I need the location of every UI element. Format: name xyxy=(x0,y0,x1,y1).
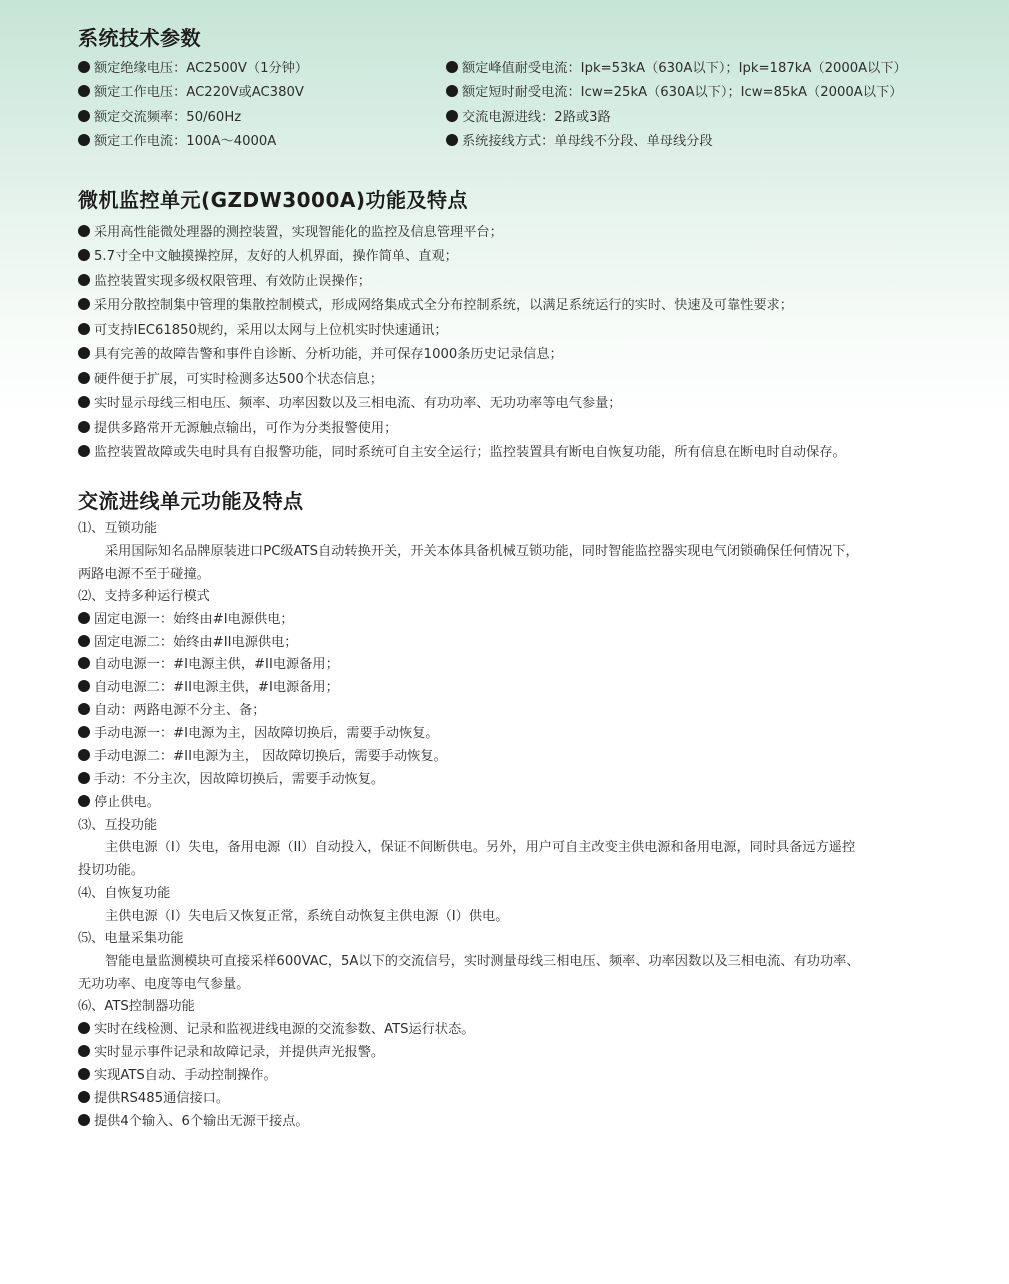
bullet-icon xyxy=(78,421,90,433)
ats-item xyxy=(78,1021,474,1039)
subsection-heading: ⑹、ATS控制器功能 xyxy=(78,999,195,1014)
bullet-icon xyxy=(446,85,458,97)
feature-text: 具有完善的故障告警和事件自诊断、分析功能，并可保存1000条历史记录信息； xyxy=(94,347,563,362)
ats-item xyxy=(78,1067,277,1085)
ats-text: 提供RS485通信接口。 xyxy=(94,1091,230,1106)
param-text: 额定短时耐受电流：Icw=25kA（630A以下）；Icw=85kA（2000A以下） xyxy=(462,85,903,100)
bullet-icon xyxy=(78,612,90,624)
param-item xyxy=(446,60,907,78)
param-text: 额定绝缘电压：AC2500V（1分钟） xyxy=(94,61,309,76)
feature-text: 采用分散控制集中管理的集散控制模式，形成网络集成式全分布控制系统，以满足系统运行的实时、快速及可靠性要求； xyxy=(94,298,793,313)
feature-item xyxy=(78,346,563,364)
mode-item xyxy=(78,656,339,674)
section-title-ac-incoming-unit: 交流进线单元功能及特点 xyxy=(78,489,304,513)
subsection-heading: ⑸、电量采集功能 xyxy=(78,931,184,946)
mode-text: 停止供电。 xyxy=(94,795,160,810)
bullet-icon xyxy=(78,1068,90,1080)
bullet-icon xyxy=(78,1045,90,1057)
bullet-icon xyxy=(78,396,90,408)
feature-item xyxy=(78,273,371,291)
mode-text: 固定电源二：始终由#II电源供电； xyxy=(94,635,298,650)
mode-text: 自动电源二：#II电源主供，#I电源备用； xyxy=(94,680,339,695)
feature-text: 采用高性能微处理器的测控装置，实现智能化的监控及信息管理平台； xyxy=(94,225,503,240)
feature-item xyxy=(78,420,397,438)
bullet-icon xyxy=(446,134,458,146)
bullet-icon xyxy=(78,298,90,310)
bullet-icon xyxy=(78,680,90,692)
bullet-icon xyxy=(78,323,90,335)
mode-text: 自动电源一：#I电源主供，#II电源备用； xyxy=(94,657,339,672)
param-text: 系统接线方式：单母线不分段、单母线分段 xyxy=(462,134,713,149)
feature-text: 监控装置故障或失电时具有自报警功能，同时系统可自主安全运行；监控装置具有断电自恢复功能，所有信息在断电时自动保存。 xyxy=(94,445,846,460)
ats-text: 实时在线检测、记录和监视进线电源的交流参数、ATS运行状态。 xyxy=(94,1022,475,1037)
bullet-icon xyxy=(78,795,90,807)
mode-text: 固定电源一：始终由#I电源供电； xyxy=(94,612,294,627)
feature-item xyxy=(78,248,458,266)
feature-item xyxy=(78,297,793,315)
param-item xyxy=(78,60,308,78)
param-item xyxy=(446,133,713,151)
bullet-icon xyxy=(78,726,90,738)
mode-text: 手动：不分主次，因故障切换后，需要手动恢复。 xyxy=(94,772,385,787)
mode-item xyxy=(78,679,339,697)
bullet-icon xyxy=(78,1022,90,1034)
mode-item xyxy=(78,794,160,812)
bullet-icon xyxy=(78,749,90,761)
feature-text: 提供多路常开无源触点输出，可作为分类报警使用； xyxy=(94,421,398,436)
param-item xyxy=(446,109,611,127)
feature-item xyxy=(78,224,503,242)
bullet-icon xyxy=(78,372,90,384)
feature-text: 可支持IEC61850规约，采用以太网与上位机实时快速通讯； xyxy=(94,323,448,338)
bullet-icon xyxy=(78,347,90,359)
bullet-icon xyxy=(78,134,90,146)
mode-text: 手动电源一：#I电源为主，因故障切换后，需要手动恢复。 xyxy=(94,726,439,741)
bullet-icon xyxy=(78,1114,90,1126)
paragraph-line: 采用国际知名品牌原装进口PC级ATS自动转换开关，开关本体具备机械互锁功能，同时智能监控器实现电气闭锁确保任何情况下， xyxy=(105,544,859,559)
param-item xyxy=(78,109,241,127)
feature-item xyxy=(78,371,383,389)
feature-item xyxy=(78,322,448,340)
param-item xyxy=(78,133,276,151)
subsection-heading: ⑴、互锁功能 xyxy=(78,521,158,536)
section-title-monitor-unit: 微机监控单元(GZDW3000A)功能及特点 xyxy=(78,188,469,212)
bullet-icon xyxy=(78,1091,90,1103)
mode-item xyxy=(78,725,439,743)
feature-text: 5.7寸全中文触摸操控屏，友好的人机界面，操作简单、直观； xyxy=(94,249,458,264)
mode-item xyxy=(78,634,297,652)
mode-item xyxy=(78,771,384,789)
mode-item xyxy=(78,611,294,629)
param-text: 交流电源进线：2路或3路 xyxy=(462,110,611,125)
bullet-icon xyxy=(446,61,458,73)
bullet-icon xyxy=(78,274,90,286)
subsection-heading: ⑵、支持多种运行模式 xyxy=(78,589,210,604)
ats-text: 提供4个输入、6个输出无源干接点。 xyxy=(94,1114,309,1129)
paragraph-line: 主供电源（I）失电后又恢复正常，系统自动恢复主供电源（I）供电。 xyxy=(105,909,509,924)
bullet-icon xyxy=(78,61,90,73)
subsection-heading: ⑶、互投功能 xyxy=(78,818,158,833)
feature-text: 硬件便于扩展，可实时检测多达500个状态信息； xyxy=(94,372,383,387)
param-text: 额定工作电流：100A～4000A xyxy=(94,134,277,149)
bullet-icon xyxy=(78,703,90,715)
param-item xyxy=(78,84,304,102)
bullet-icon xyxy=(78,249,90,261)
param-text: 额定交流频率：50/60Hz xyxy=(94,110,242,125)
feature-item xyxy=(78,395,622,413)
bullet-icon xyxy=(78,772,90,784)
bullet-icon xyxy=(78,85,90,97)
bullet-icon xyxy=(78,657,90,669)
ats-item xyxy=(78,1090,229,1108)
paragraph-line: 主供电源（I）失电，备用电源（II）自动投入，保证不间断供电。另外，用户可自主改变主供电源和备用电源，同时具备远方遥控 xyxy=(105,840,856,855)
param-text: 额定峰值耐受电流：Ipk=53kA（630A以下）；Ipk=187kA（2000A以下） xyxy=(462,61,907,76)
bullet-icon xyxy=(78,635,90,647)
bullet-icon xyxy=(78,110,90,122)
feature-item xyxy=(78,444,846,462)
feature-text: 实时显示母线三相电压、频率、功率因数以及三相电流、有功功率、无功功率等电气参量； xyxy=(94,396,622,411)
ats-text: 实现ATS自动、手动控制操作。 xyxy=(94,1068,277,1083)
ats-item xyxy=(78,1113,309,1131)
ats-item xyxy=(78,1044,384,1062)
paragraph-line: 两路电源不至于碰撞。 xyxy=(78,567,210,582)
bullet-icon xyxy=(446,110,458,122)
mode-text: 自动：两路电源不分主、备； xyxy=(94,703,266,718)
ats-text: 实时显示事件记录和故障记录，并提供声光报警。 xyxy=(94,1045,385,1060)
paragraph-line: 智能电量监测模块可直接采样600VAC，5A以下的交流信号，实时测量母线三相电压、频率、功率因数以及三相电流、有功功率、 xyxy=(105,954,860,969)
bullet-icon xyxy=(78,445,90,457)
paragraph-line: 投切功能。 xyxy=(78,863,144,878)
param-item xyxy=(446,84,902,102)
mode-text: 手动电源二：#II电源为主， 因故障切换后，需要手动恢复。 xyxy=(94,749,447,764)
feature-text: 监控装置实现多级权限管理、有效防止误操作； xyxy=(94,274,371,289)
bullet-icon xyxy=(78,225,90,237)
mode-item xyxy=(78,748,447,766)
subsection-heading: ⑷、自恢复功能 xyxy=(78,886,171,901)
mode-item xyxy=(78,702,265,720)
section-title-system-params: 系统技术参数 xyxy=(78,26,201,50)
paragraph-line: 无功功率、电度等电气参量。 xyxy=(78,977,250,992)
param-text: 额定工作电压：AC220V或AC380V xyxy=(94,85,304,100)
